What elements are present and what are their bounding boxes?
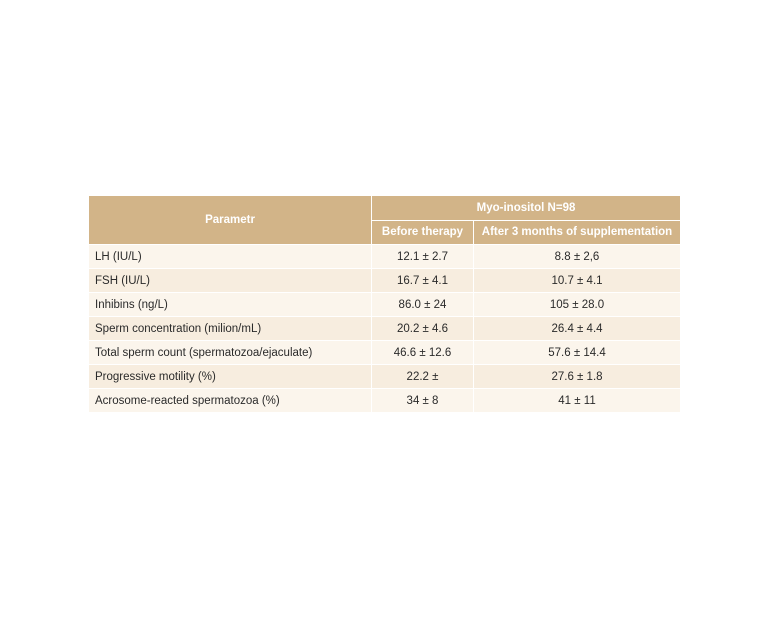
row-before-value: 22.2 ±	[372, 365, 474, 389]
table-row	[89, 293, 681, 317]
results-table-container	[88, 195, 680, 413]
table-row	[89, 269, 681, 293]
row-after-value: 8.8 ± 2,6	[474, 245, 681, 269]
row-before-value: 16.7 ± 4.1	[372, 269, 474, 293]
row-after-value: 10.7 ± 4.1	[474, 269, 681, 293]
row-after-value: 57.6 ± 14.4	[474, 341, 681, 365]
row-after-value: 27.6 ± 1.8	[474, 365, 681, 389]
header-parametr: Parametr	[89, 196, 372, 245]
table-row	[89, 389, 681, 413]
table-row	[89, 317, 681, 341]
row-label: Progressive motility (%)	[89, 365, 372, 389]
table-row	[89, 245, 681, 269]
row-before-value: 20.2 ± 4.6	[372, 317, 474, 341]
header-before-therapy: Before therapy	[372, 220, 474, 245]
row-label: Acrosome-reacted spermatozoa (%)	[89, 389, 372, 413]
row-label: Total sperm count (spermatozoa/ejaculate)	[89, 341, 372, 365]
row-label: Sperm concentration (milion/mL)	[89, 317, 372, 341]
row-label: LH (IU/L)	[89, 245, 372, 269]
row-before-value: 86.0 ± 24	[372, 293, 474, 317]
row-after-value: 41 ± 11	[474, 389, 681, 413]
results-table	[88, 195, 681, 413]
row-before-value: 12.1 ± 2.7	[372, 245, 474, 269]
header-myo-inositol-group: Myo-inositol N=98	[372, 196, 681, 221]
table-body	[89, 245, 681, 413]
header-after-supplementation: After 3 months of supplementation	[474, 220, 681, 245]
row-after-value: 105 ± 28.0	[474, 293, 681, 317]
row-label: Inhibins (ng/L)	[89, 293, 372, 317]
table-row	[89, 341, 681, 365]
row-after-value: 26.4 ± 4.4	[474, 317, 681, 341]
row-label: FSH (IU/L)	[89, 269, 372, 293]
row-before-value: 34 ± 8	[372, 389, 474, 413]
table-header	[89, 196, 681, 245]
table-row	[89, 365, 681, 389]
row-before-value: 46.6 ± 12.6	[372, 341, 474, 365]
